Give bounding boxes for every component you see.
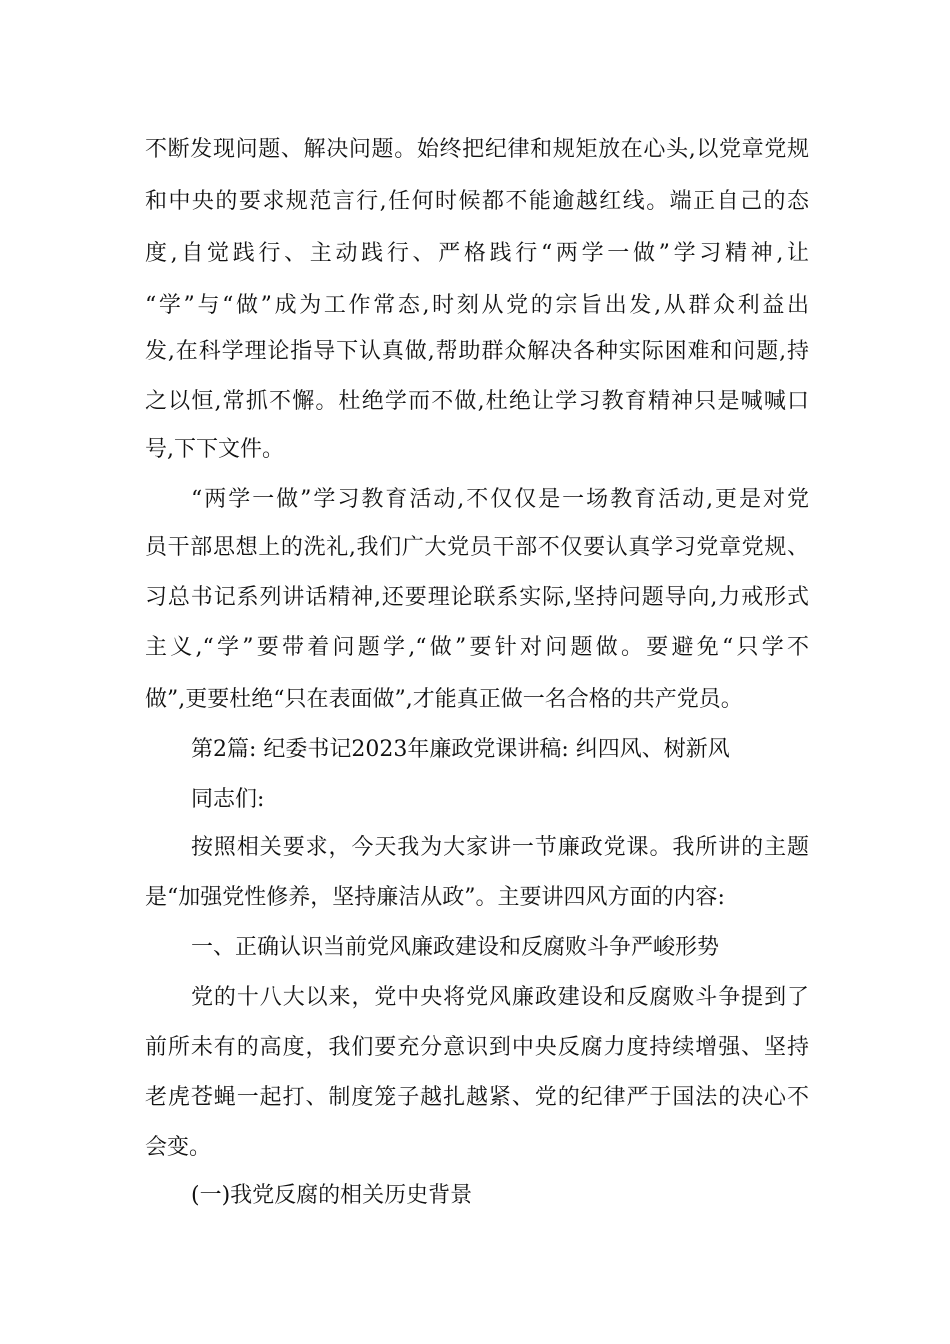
paragraph-line: 老虎苍蝇一起打、制度笼子越扎越紧、党的纪律严于国法的决心不 bbox=[145, 1085, 809, 1110]
salutation: 同志们: bbox=[191, 787, 265, 812]
paragraph-line: 度,自觉践行、主动践行、严格践行“两学一做”学习精神,让 bbox=[145, 241, 809, 266]
heading-1: 一、正确认识当前党风廉政建设和反腐败斗争严峻形势 bbox=[191, 935, 720, 960]
section-title: 第2篇: 纪委书记2023年廉政党课讲稿: 纠四风、树新风 bbox=[191, 737, 730, 762]
paragraph-line: 按照相关要求，今天我为大家讲一节廉政党课。我所讲的主题 bbox=[191, 835, 809, 860]
paragraph-line: 是“加强党性修养，坚持廉洁从政”。主要讲四风方面的内容: bbox=[145, 885, 725, 910]
paragraph-line: 前所未有的高度，我们要充分意识到中央反腐力度持续增强、坚持 bbox=[145, 1035, 809, 1060]
paragraph-line: 做”,更要杜绝“只在表面做”,才能真正做一名合格的共产党员。 bbox=[145, 687, 743, 712]
paragraph-line: 习总书记系列讲话精神,还要理论联系实际,坚持问题导向,力戒形式 bbox=[145, 585, 809, 610]
paragraph-line: 会变。 bbox=[145, 1135, 212, 1160]
paragraph-line: “学”与“做”成为工作常态,时刻从党的宗旨出发,从群众利益出 bbox=[145, 293, 809, 318]
paragraph-line: 主义,“学”要带着问题学,“做”要针对问题做。要避免“只学不 bbox=[145, 635, 809, 660]
paragraph-line: 不断发现问题、解决问题。始终把纪律和规矩放在心头,以党章党规 bbox=[145, 137, 809, 162]
paragraph-line: 之以恒,常抓不懈。杜绝学而不做,杜绝让学习教育精神只是喊喊口 bbox=[145, 389, 809, 414]
paragraph-line: “两学一做”学习教育活动,不仅仅是一场教育活动,更是对党 bbox=[191, 487, 809, 512]
paragraph-line: 党的十八大以来，党中央将党风廉政建设和反腐败斗争提到了 bbox=[191, 985, 809, 1010]
paragraph-line: 发,在科学理论指导下认真做,帮助群众解决各种实际困难和问题,持 bbox=[145, 339, 809, 364]
subheading: (一)我党反腐的相关历史背景 bbox=[191, 1183, 473, 1208]
paragraph-line: 员干部思想上的洗礼,我们广大党员干部不仅要认真学习党章党规、 bbox=[145, 535, 809, 560]
paragraph-line: 和中央的要求规范言行,任何时候都不能逾越红线。端正自己的态 bbox=[145, 189, 809, 214]
paragraph-line: 号,下下文件。 bbox=[145, 437, 284, 462]
